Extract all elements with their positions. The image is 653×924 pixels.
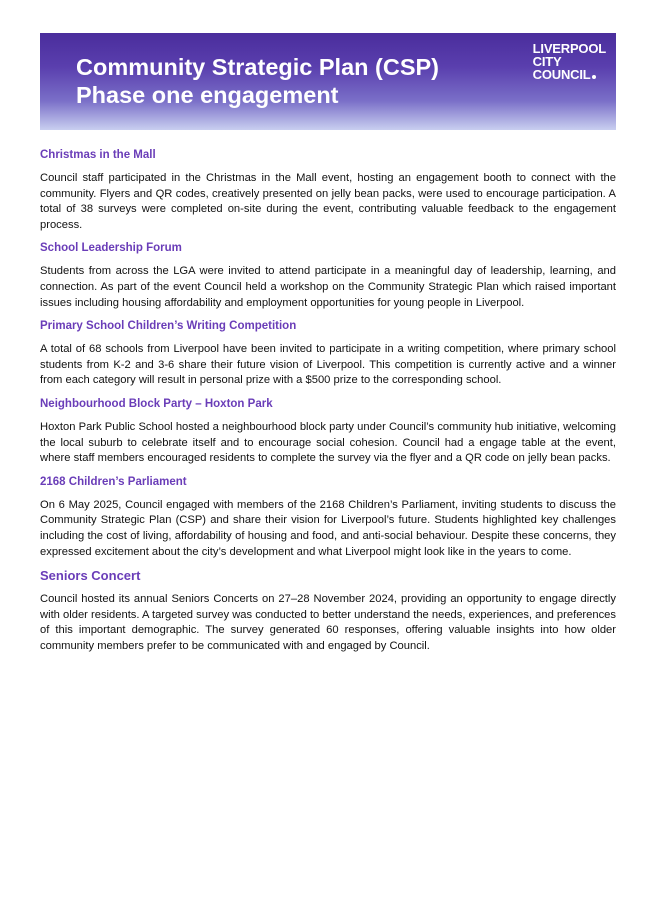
main-content (40, 140, 616, 654)
section-body: Hoxton Park Public School hosted a neighbourhood block party under Council’s community hub initiative, welcoming the local suburb to celebrate itself and to encourage social cohesion. Council had a engage table at the event, where staff members encouraged residents to complete the survey via the flyer and a QR code on jelly bean packs. (40, 420, 616, 465)
section-heading: School Leadership Forum (40, 242, 182, 255)
section-body: Council hosted its annual Seniors Concerts on 27–28 November 2024, providing an opportunity to engage directly with older residents. A targeted survey was conducted to better understand the needs, experiences, and preferences of this important demographic. The survey generated 60 responses, offering valuable insights into how older community members prefer to be communicated with and engaged by Council. (40, 593, 616, 652)
section-heading: Neighbourhood Block Party – Hoxton Park (40, 397, 273, 410)
section-heading: Primary School Children’s Writing Competition (40, 320, 297, 333)
section-neighbourhood-block-party (40, 397, 616, 467)
logo-line2: CITY (532, 54, 562, 69)
liverpool-council-logo (533, 42, 606, 81)
logo-dot-icon (592, 75, 596, 79)
section-christmas-in-the-mall (40, 148, 616, 233)
page-title-line2: Phase one engagement (76, 82, 339, 108)
section-body: On 6 May 2025, Council engaged with members of the 2168 Children’s Parliament, inviting students to discuss the Community Strategic Plan (CSP) and share their vision for Liverpool’s future. Students highlighted key challenges including the cost of living, affordability of housing and food, and anti-social behaviour. Despite these concerns, they expressed excitement about the city’s development and what Liverpool might look like in the years to come. (40, 498, 616, 558)
logo-line1: LIVERPOOL (532, 41, 606, 56)
section-heading: Seniors Concert (40, 568, 141, 584)
logo-line3: COUNCIL (532, 67, 591, 82)
section-body: A total of 68 schools from Liverpool have been invited to participate in a writing competition, where primary school students from K-2 and 3-6 share their future vision of Liverpool. This competition is currently active and a winner from each category will result in personal prize with a $500 prize to the corresponding school. (40, 343, 616, 387)
section-heading: 2168 Children’s Parliament (40, 475, 187, 488)
section-school-leadership-forum (40, 241, 616, 311)
section-writing-competition (40, 319, 616, 389)
section-body: Students from across the LGA were invited to attend participate in a meaningful day of leadership, learning, and connection. As part of the event Council held a workshop on the Community Strategic Plan which raised important issues including housing affordability and employment opportunities for young people in Liverpool. (40, 265, 616, 309)
header-banner (40, 33, 616, 130)
page-title (76, 53, 439, 109)
section-childrens-parliament (40, 475, 616, 560)
section-heading: Christmas in the Mall (40, 149, 156, 161)
page-title-line1: Community Strategic Plan (CSP) (76, 54, 439, 80)
section-body: Council staff participated in the Christmas in the Mall event, hosting an engagement booth to connect with the community. Flyers and QR codes, creatively presented on jelly bean packs, were used to encourage participation. A total of 38 surveys were completed on-site during the event, contributing valuable feedback to the engagement process. (40, 172, 616, 231)
section-seniors-concert (40, 569, 616, 654)
